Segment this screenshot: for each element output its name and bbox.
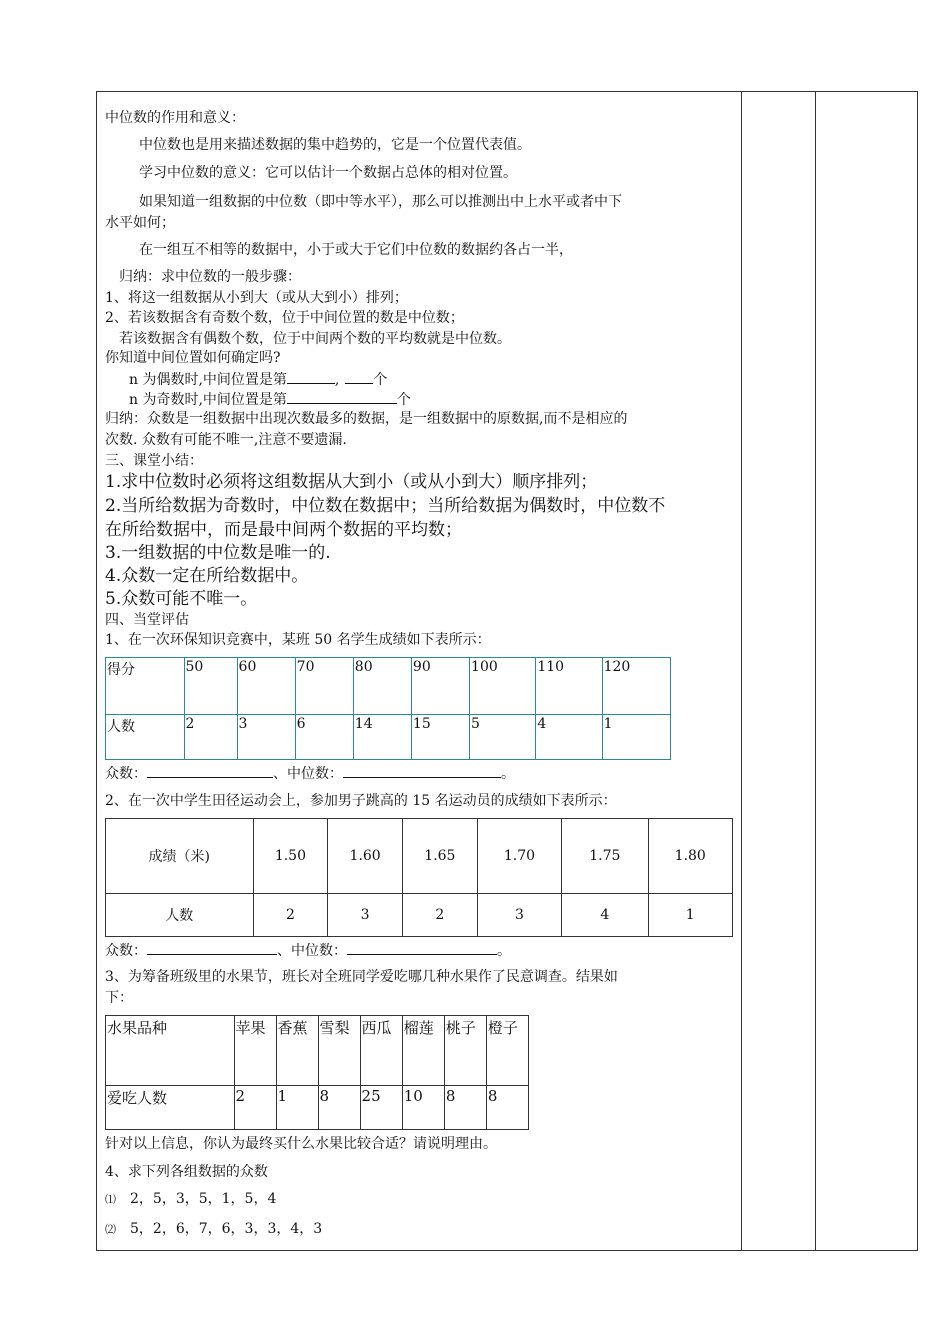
section-heading: 四、当堂评估 (105, 612, 189, 628)
table-cell: 60 (237, 658, 295, 715)
blank-suffix: 个 (396, 392, 411, 408)
table-cell: 2 (403, 894, 478, 937)
table-cell: 3 (328, 894, 403, 937)
table-cell: 25 (360, 1086, 402, 1130)
blank-label: n 为偶数时,中间位置是第 (129, 372, 287, 388)
table-cell: 1 (602, 715, 670, 760)
summary-item: 4.众数一定在所给数据中。 (105, 566, 309, 586)
answer-blank[interactable] (287, 389, 397, 404)
table-cell: 1.50 (253, 819, 328, 894)
table-row (106, 894, 733, 937)
table-cell: 120 (602, 658, 670, 715)
table-cell: 4 (536, 715, 602, 760)
table-cell: 3 (477, 894, 561, 937)
table-cell: 90 (411, 658, 469, 715)
question-text: 4、求下列各组数据的众数 (105, 1164, 268, 1180)
fruit-table (105, 1015, 529, 1130)
table-cell: 雪梨 (318, 1016, 360, 1086)
table-cell: 得分 (106, 658, 185, 715)
answer-blank[interactable] (287, 369, 335, 384)
data-set-line (105, 1220, 322, 1239)
table-cell: 榴莲 (402, 1016, 444, 1086)
table-cell: 人数 (106, 894, 254, 937)
column-divider (815, 92, 816, 1250)
item-label: ⑵ (105, 1223, 116, 1236)
answer-line (105, 763, 515, 783)
table-row (106, 658, 671, 715)
question-text: 你知道中间位置如何确定吗? (105, 350, 281, 366)
table-cell: 香蕉 (276, 1016, 318, 1086)
data-set: 5，2，6，7，6，3，3，4，3 (130, 1221, 323, 1237)
paragraph: 归纳：众数是一组数据中出现次数最多的数据，是一组数据中的原数据,而不是相应的 (105, 411, 628, 427)
data-set: 2，5，3，5，1，5，4 (130, 1191, 277, 1207)
summary-item: 3.一组数据的中位数是唯一的. (105, 543, 331, 563)
paragraph: 在一组互不相等的数据中，小于或大于它们中位数的数据约各占一半， (139, 242, 573, 258)
table-cell: 1.80 (648, 819, 732, 894)
table-cell: 西瓜 (360, 1016, 402, 1086)
answer-blank[interactable] (345, 369, 373, 384)
answer-blank[interactable] (147, 940, 277, 955)
paragraph: 中位数也是用来描述数据的集中趋势的，它是一个位置代表值。 (139, 137, 531, 153)
table-cell: 2 (234, 1086, 276, 1130)
answer-blank[interactable] (343, 763, 501, 778)
answer-label: 、中位数： (277, 943, 347, 959)
section-heading: 三、课堂小结： (105, 453, 203, 469)
table-row (106, 819, 733, 894)
step-item: 若该数据含有偶数个数，位于中间两个数的平均数就是中位数。 (119, 331, 511, 347)
answer-blank[interactable] (147, 763, 273, 778)
summary-item: 5.众数可能不唯一。 (105, 589, 258, 609)
fill-blank-line (129, 389, 411, 409)
lesson-plan-frame (96, 91, 918, 1251)
table-cell: 2 (184, 715, 237, 760)
paragraph: 如果知道一组数据的中位数（即中等水平），那么可以推测出中上水平或者中下 (139, 194, 622, 210)
table-row (106, 1086, 529, 1130)
table-cell: 1.60 (328, 819, 403, 894)
answer-label: 众数： (105, 766, 147, 782)
step-item: 1、将这一组数据从小到大（或从大到小）排列； (105, 290, 408, 306)
answer-label: 众数： (105, 943, 147, 959)
question-text: 下： (105, 990, 133, 1006)
answer-end: 。 (497, 943, 511, 959)
table-cell: 8 (444, 1086, 486, 1130)
table-cell: 水果品种 (106, 1016, 235, 1086)
table-row (106, 1016, 529, 1086)
table-cell: 爱吃人数 (106, 1086, 235, 1130)
table-cell: 110 (536, 658, 602, 715)
question-text: 针对以上信息，你认为最终买什么水果比较合适？请说明理由。 (105, 1136, 497, 1152)
intro-heading: 中位数的作用和意义： (105, 110, 245, 126)
summary-item: 2.当所给数据为奇数时，中位数在数据中；当所给数据为偶数时，中位数不 (105, 496, 666, 516)
paragraph: 水平如何； (105, 215, 175, 231)
data-set-line (105, 1190, 276, 1209)
table-cell: 4 (562, 894, 648, 937)
blank-suffix: 个 (373, 372, 388, 388)
answer-line (105, 940, 511, 960)
table-cell: 1.65 (403, 819, 478, 894)
table-cell: 6 (295, 715, 353, 760)
blank-label: n 为奇数时,中间位置是第 (129, 392, 287, 408)
paragraph: 学习中位数的意义：它可以估计一个数据占总体的相对位置。 (139, 165, 517, 181)
table-cell: 15 (411, 715, 469, 760)
table-cell: 5 (470, 715, 536, 760)
score-table (105, 657, 671, 760)
separator: , (334, 372, 340, 388)
table-cell: 8 (486, 1086, 528, 1130)
table-cell: 人数 (106, 715, 185, 760)
table-cell: 100 (470, 658, 536, 715)
paragraph: 次数. 众数有可能不唯一,注意不要遗漏. (105, 432, 347, 448)
table-cell: 1.75 (562, 819, 648, 894)
item-label: ⑴ (105, 1193, 116, 1206)
summary-item: 1.求中位数时必须将这组数据从大到小（或从小到大）顺序排列； (105, 472, 598, 492)
table-cell: 1 (648, 894, 732, 937)
table-cell: 1.70 (477, 819, 561, 894)
table-row (106, 715, 671, 760)
table-cell: 14 (353, 715, 411, 760)
column-divider (741, 92, 742, 1250)
table-cell: 70 (295, 658, 353, 715)
step-item: 2、若该数据含有奇数个数，位于中间位置的数是中位数； (105, 310, 464, 326)
answer-end: 。 (501, 766, 515, 782)
table-cell: 3 (237, 715, 295, 760)
table-cell: 10 (402, 1086, 444, 1130)
answer-label: 、中位数： (273, 766, 343, 782)
question-text: 1、在一次环保知识竞赛中，某班 50 名学生成绩如下表所示： (105, 632, 491, 648)
question-text: 3、为筹备班级里的水果节，班长对全班同学爱吃哪几种水果作了民意调查。结果如 (105, 969, 618, 985)
question-text: 2、在一次中学生田径运动会上，参加男子跳高的 15 名运动员的成绩如下表所示： (105, 793, 617, 809)
fill-blank-line (129, 369, 387, 389)
high-jump-table (105, 818, 733, 937)
table-cell: 50 (184, 658, 237, 715)
table-cell: 2 (253, 894, 328, 937)
table-cell: 橙子 (486, 1016, 528, 1086)
paragraph: 归纳：求中位数的一般步骤： (119, 269, 301, 285)
table-cell: 苹果 (234, 1016, 276, 1086)
answer-blank[interactable] (347, 940, 497, 955)
table-cell: 桃子 (444, 1016, 486, 1086)
summary-item: 在所给数据中，而是最中间两个数据的平均数； (105, 520, 462, 540)
table-cell: 80 (353, 658, 411, 715)
table-cell: 成绩（米) (106, 819, 254, 894)
table-cell: 1 (276, 1086, 318, 1130)
table-cell: 8 (318, 1086, 360, 1130)
